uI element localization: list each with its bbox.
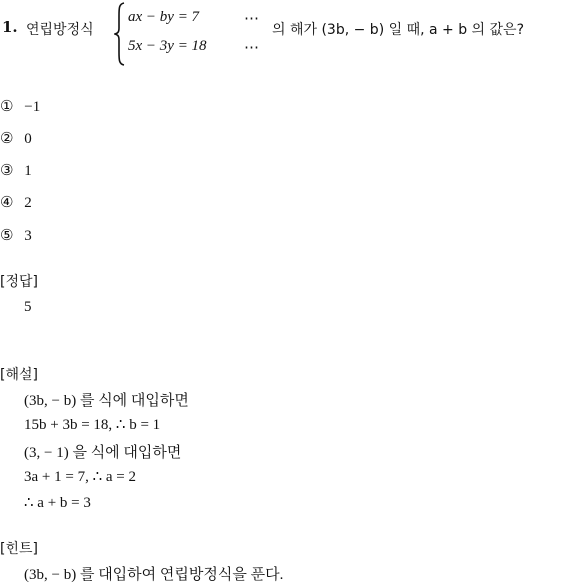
answer-label: [정답]: [0, 274, 38, 290]
choice-item[interactable]: [0, 226, 32, 245]
choice-item[interactable]: [0, 129, 32, 148]
equation-2-dots: ⋯: [244, 40, 259, 56]
answer-value: 5: [24, 299, 32, 315]
explanation-line: ∴ a + b = 3: [24, 495, 91, 511]
explanation-line: (3, − 1) 을 식에 대입하면: [24, 445, 182, 461]
choice-marker: ①: [0, 97, 14, 115]
equation-2: 5x − 3y = 18: [128, 38, 207, 54]
choice-marker: ④: [0, 193, 14, 211]
choice-marker: ②: [0, 129, 14, 147]
choice-value: 3: [24, 228, 32, 244]
choice-marker: ③: [0, 161, 14, 179]
choice-value: −1: [24, 99, 41, 115]
explanation-line: 3a + 1 = 7, ∴ a = 2: [24, 469, 136, 485]
equation-1-dots: ⋯: [244, 11, 259, 27]
hint-label: [힌트]: [0, 541, 38, 557]
choice-value: 1: [24, 163, 32, 179]
explanation-label: [해설]: [0, 367, 38, 383]
question-number: 1.: [2, 18, 18, 36]
choice-item[interactable]: [0, 161, 32, 180]
explanation-line: 15b + 3b = 18, ∴ b = 1: [24, 417, 161, 433]
explanation-line: (3b, − b) 를 식에 대입하면: [24, 393, 189, 409]
equation-1: ax − by = 7: [128, 9, 200, 25]
choice-value: 0: [24, 131, 32, 147]
system-brace: [114, 2, 126, 66]
choice-item[interactable]: [0, 97, 40, 116]
choice-marker: ⑤: [0, 226, 14, 244]
choice-item[interactable]: [0, 193, 32, 212]
hint-line: (3b, − b) 를 대입하여 연립방정식을 푼다.: [24, 567, 284, 583]
choice-value: 2: [24, 195, 32, 211]
question-text: 의 해가 (3b, − b) 일 때, a + b 의 값은?: [272, 22, 525, 38]
question-prefix: 연립방정식: [26, 22, 94, 38]
